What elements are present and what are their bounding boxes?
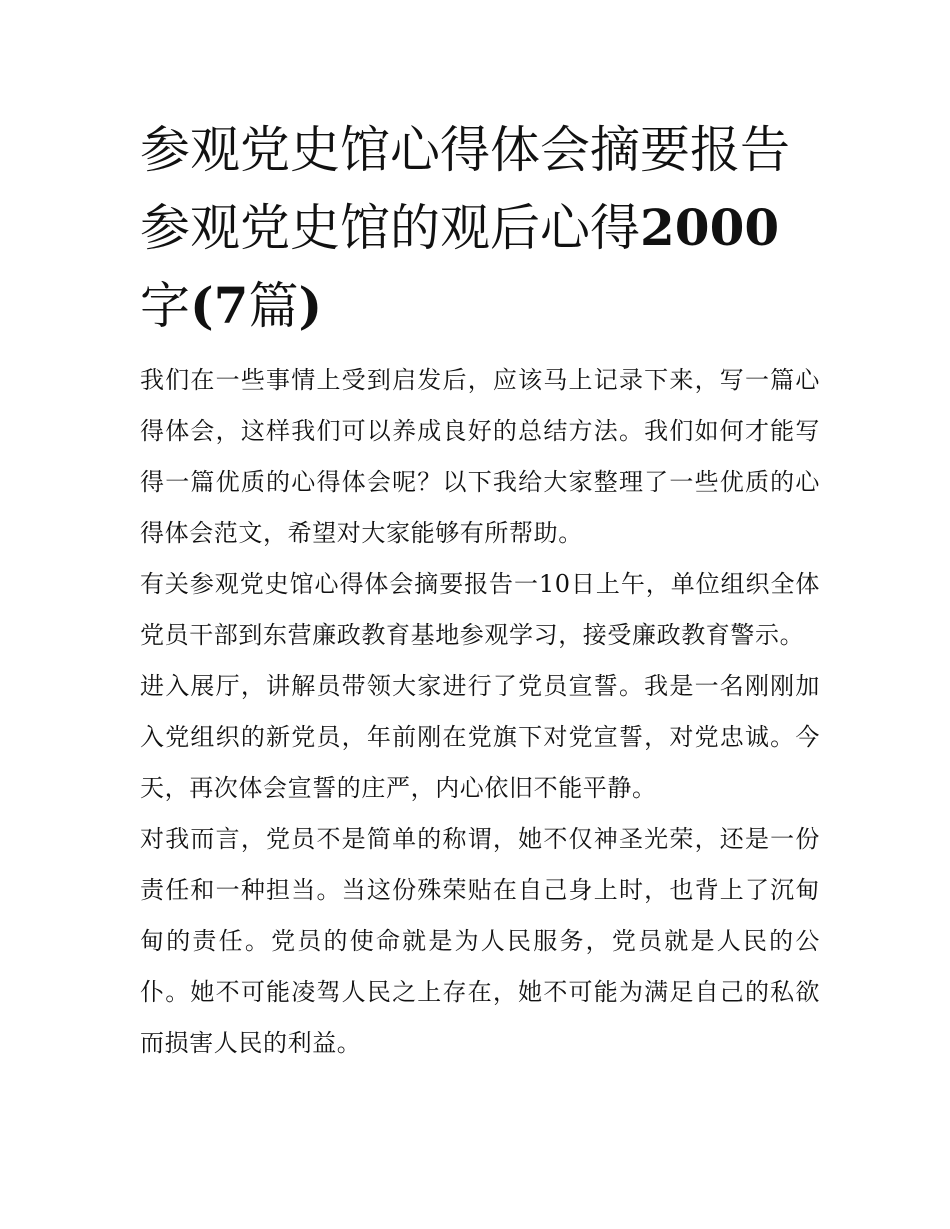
paragraph-intro: 我们在一些事情上受到启发后，应该马上记录下来，写一篇心得体会，这样我们可以养成良好的总结方法。我们如何才能写得一篇优质的心得体会呢？以下我给大家整理了一些优质的心得体会范文，希望对大家能够有所帮助。 bbox=[140, 366, 820, 547]
paragraph-oath: 进入展厅，讲解员带领大家进行了党员宣誓。我是一名刚刚加入党组织的新党员，年前刚在党旗下对党宣誓，对党忠诚。今天，再次体会宣誓的庄严，内心依旧不能平静。 bbox=[140, 672, 820, 802]
document-body bbox=[140, 355, 820, 1069]
paragraph-responsibility: 对我而言，党员不是简单的称谓，她不仅神圣光荣，还是一份责任和一种担当。当这份殊荣贴在自己身上时，也背上了沉甸甸的责任。党员的使命就是为人民服务，党员就是人民的公仆。她不可能凌驾人民之上存在，她不可能为满足自己的私欲而损害人民的利益。 bbox=[140, 825, 820, 1057]
document-content bbox=[140, 112, 820, 1069]
document-title: 参观党史馆心得体会摘要报告参观党史馆的观后心得2000字(7篇) bbox=[140, 121, 790, 335]
paragraph-visit: 有关参观党史馆心得体会摘要报告一10日上午，单位组织全体党员干部到东营廉政教育基地参观学习，接受廉政教育警示。 bbox=[140, 570, 820, 649]
